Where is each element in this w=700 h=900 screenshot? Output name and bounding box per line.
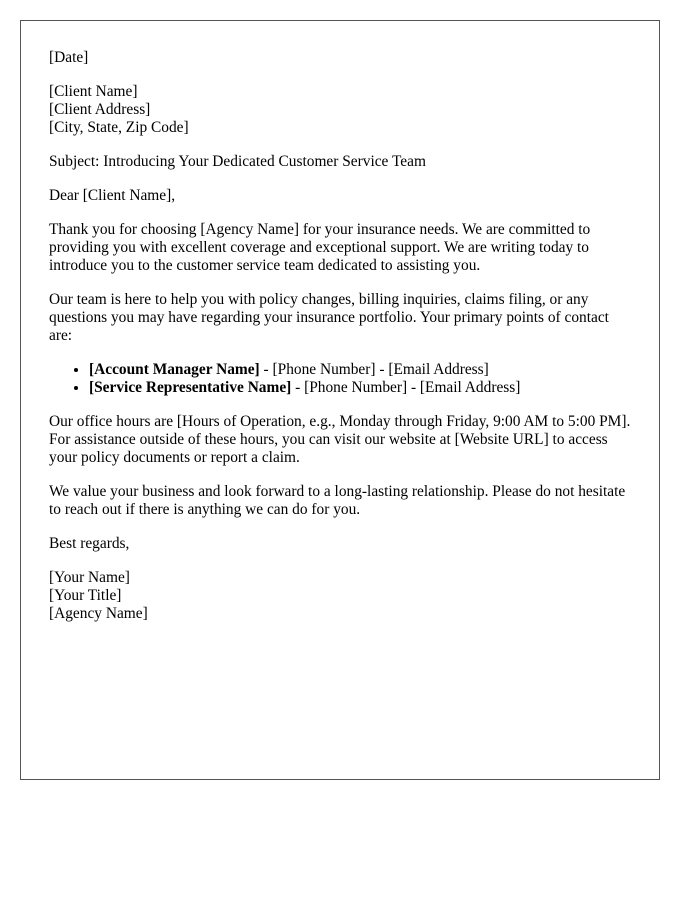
contact-details-service-representative: - [Phone Number] - [Email Address]: [291, 379, 521, 396]
recipient-address: [Client Address]: [49, 101, 151, 118]
recipient-name: [Client Name]: [49, 83, 138, 100]
contact-role-account-manager: [Account Manager Name]: [89, 361, 260, 378]
date-text: [Date]: [49, 49, 89, 66]
contact-role-service-representative: [Service Representative Name]: [89, 379, 292, 396]
recipient-address-block: [49, 83, 631, 137]
contact-item-service-representative: [89, 379, 631, 397]
letter-page: [20, 20, 660, 780]
paragraph-team: Our team is here to help you with policy changes, billing inquiries, claims filing, or any questions you may have regarding your insurance portfolio. Your primary points of contact are:: [49, 291, 609, 344]
paragraph-hours: Our office hours are [Hours of Operation, e.g., Monday through Friday, 9:00 AM to 5:00 PM]. For assistance outside of these hours, you can visit our website at [Website URL] to access your policy documents or report a claim.: [49, 413, 631, 466]
subject-line: Subject: Introducing Your Dedicated Customer Service Team: [49, 153, 426, 170]
signature-block: [49, 569, 631, 623]
contact-details-account-manager: - [Phone Number] - [Email Address]: [259, 361, 489, 378]
contact-list: [49, 361, 631, 397]
paragraph-intro: Thank you for choosing [Agency Name] for your insurance needs. We are committed to providing you with excellent coverage and exceptional support. We are writing today to introduce you to the customer service team dedicated to assisting you.: [49, 221, 591, 274]
signature-name: [Your Name]: [49, 569, 130, 586]
recipient-city-state-zip: [City, State, Zip Code]: [49, 119, 189, 136]
signature-title: [Your Title]: [49, 587, 122, 604]
salutation: Dear [Client Name],: [49, 187, 176, 204]
paragraph-closing-remarks: We value your business and look forward to a long-lasting relationship. Please do not hesitate to reach out if there is anything we can do for you.: [49, 483, 626, 518]
signature-agency: [Agency Name]: [49, 605, 148, 622]
contact-item-account-manager: [89, 361, 631, 379]
letter-date: [49, 49, 631, 67]
closing: Best regards,: [49, 535, 130, 552]
